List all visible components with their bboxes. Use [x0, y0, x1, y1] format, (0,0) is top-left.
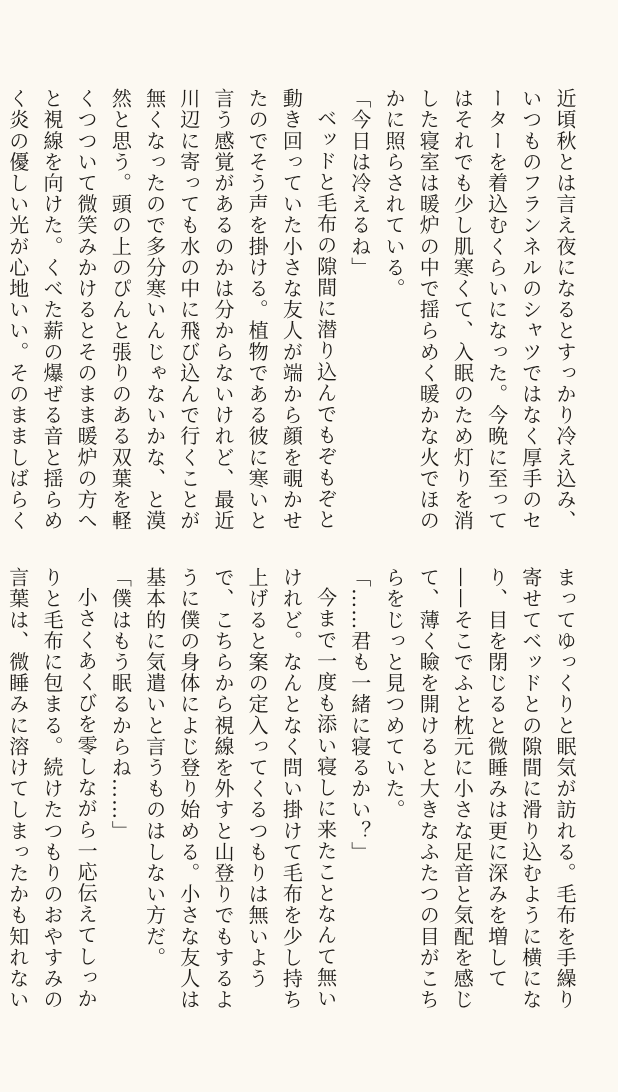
paragraph: まってゆっくりと眠気が訪れる。毛布を手繰り寄せてベッドとの隙間に滑り込むように横になり、目を閉じると微睡みは更に深みを増して——そこでふと枕元に小さな足音と気配を感じて、薄く瞼を開けると大きなふたつの目がこちらをじっと見つめていた。 — [381, 567, 577, 1011]
dialogue-line: 「今日は冷えるね」 — [347, 88, 372, 278]
paragraph: 今まで一度も添い寝しに来たことなんて無いけれど。なんとなく問い掛けて毛布を少し持ち上げると案の定入ってくるつもりは無いようで、こちらから視線を外すと山登りでもするように僕の身体によじ登り始める。小さな友人は基本的に気遣いと言うものはしない方だ。 — [142, 567, 338, 1011]
dialogue-line: 「僕はもう眠るからね……」 — [108, 567, 133, 842]
dialogue-line: 「……君も一緒に寝るかい？」 — [347, 567, 372, 863]
story-section-2 — [5, 567, 582, 1011]
paragraph: 小さくあくびを零しながら一応伝えてしっかりと毛布に包まる。続けたつもりのおやすみの言葉は、微睡みに溶けてしまったかも知れない — [5, 567, 99, 1011]
paragraph: 近頃秋とは言え夜になるとすっかり冷え込み、いつものフランネルのシャツではなく厚手のセーターを着込むくらいになった。今晩に至ってはそれでも少し肌寒くて、入眠のため灯りを消した寝室は暖炉の中で揺らめく暖かな火でほのかに照らされている。 — [381, 88, 577, 532]
story-section-1 — [5, 88, 582, 532]
paragraph: ベッドと毛布の隙間に潜り込んでもぞもぞと動き回っていた小さな友人が端から顔を覗かせたのでそう声を掛ける。植物である彼に寒いと言う感覚があるのかは分からないけれど、最近川辺に寄っても水の中に飛び込んで行くことが無くなったので多分寒いんじゃないかな、と漠然と思う。頭の上のぴんと張りのある双葉を軽くつついて微笑みかけるとそのまま暖炉の方へと視線を向けた。くべた薪の爆ぜる音と揺らめく炎の優しい光が心地いい。そのまましばらく — [5, 88, 338, 532]
